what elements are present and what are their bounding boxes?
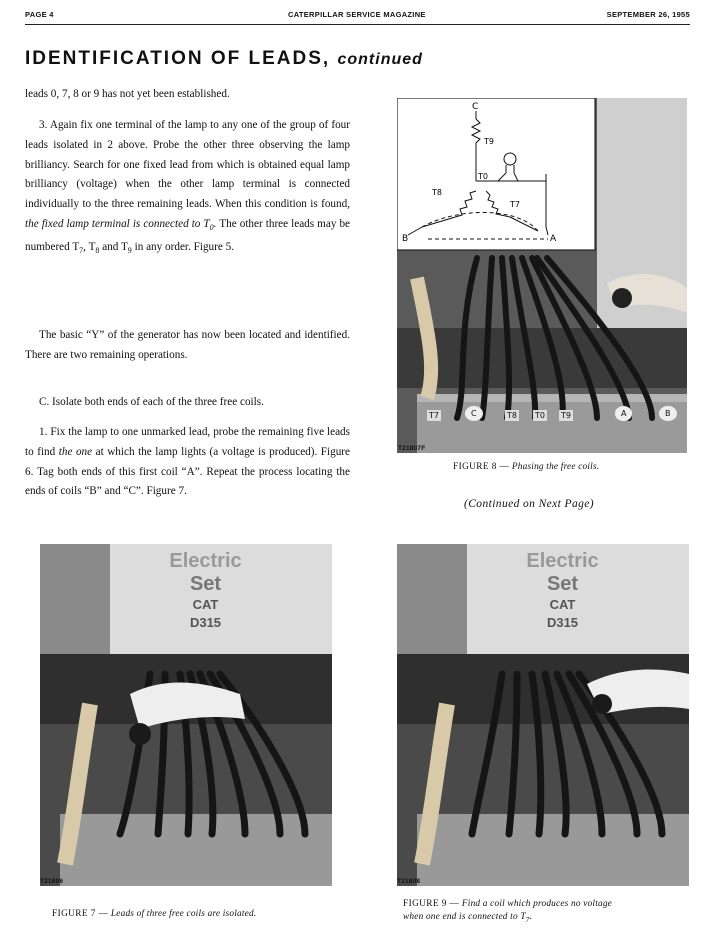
emphasis-t0: the fixed lamp terminal is connected to $T_0$. (25, 217, 217, 233)
figure-9-caption: FIGURE 9 — Find a coil which produces no voltage when one end is connected to $T_7$. (403, 899, 613, 924)
terminal-t0: T0 (535, 411, 545, 420)
body-paragraph-4: C. Isolate both ends of each of the three free coils. (39, 396, 264, 408)
diagram-label-t0: T0 (478, 172, 488, 181)
diagram-label-a: A (550, 234, 557, 244)
body-paragraph-2: 3. Again fix one terminal of the lamp to any one of the group of four leads isolated in 2 above. Probe the other three observing the lamp brilliancy. Search for one fixed lead from which is obtained equal lamp brilliancy (voltage) when the other lamp terminal is connected individually to the three remaining leads. When this condition is found, the fixed lamp terminal is connected to $T_0$. The other three leads may be numbered $T_7$, $T_8$ and $T_9$ in any order. Figure 5. (25, 119, 350, 256)
section-title-continued: continued (337, 51, 423, 68)
terminal-c: C (465, 406, 483, 421)
section-title-main: IDENTIFICATION OF LEADS, (25, 48, 331, 69)
figure-7-nameplate: Electric Set CAT D315 (169, 550, 242, 630)
terminal-t7: T7 (429, 411, 439, 420)
diagram-label-b: B (402, 234, 409, 244)
terminal-t8: T8 (507, 411, 517, 420)
magazine-title: CATERPILLAR SERVICE MAGAZINE (288, 10, 426, 19)
figure-7-tag: T21806 (40, 878, 64, 885)
figure-9-tag: T21808 (397, 878, 421, 885)
page-number: PAGE 4 (25, 10, 54, 19)
figure-9-nameplate: Electric Set CAT D315 (526, 550, 599, 630)
continued-note: (Continued on Next Page) (464, 498, 595, 510)
terminal-t9: T9 (561, 411, 571, 420)
header-rule (25, 24, 690, 25)
section-title (25, 48, 423, 70)
figure-8-caption: FIGURE 8 — Phasing the free coils. (453, 462, 600, 472)
paragraph-1: leads 0, 7, 8 or 9 has not yet been established. (25, 88, 230, 100)
figure-8-wiring-diagram (398, 99, 594, 249)
figure-8-terminals (425, 402, 687, 428)
diagram-label-c: C (472, 102, 479, 112)
diagram-label-t7: T7 (510, 200, 520, 209)
diagram-label-t8: T8 (432, 188, 442, 197)
body-paragraph-5: 1. Fix the lamp to one unmarked lead, probe the remaining five leads to find the one at which the lamp lights (a voltage is produced). Figure 6. Tag both ends of this first coil “A”. Repeat the process locating the ends of coils “B” and “C”. Figure 7. (25, 426, 350, 498)
issue-date: SEPTEMBER 26, 1955 (606, 10, 690, 19)
body-text-upper (25, 85, 350, 105)
page-header (25, 10, 690, 22)
figure-7-photo (40, 544, 332, 886)
terminal-b: B (659, 406, 677, 421)
figure-9-photo (397, 544, 689, 886)
figure-8-tag: T21807F (398, 445, 426, 452)
figure-7-caption: FIGURE 7 — Leads of three free coils are isolated. (52, 909, 257, 919)
body-paragraph-3: The basic “Y” of the generator has now been located and identified. There are two remaining operations. (25, 329, 350, 361)
diagram-label-t9: T9 (484, 137, 494, 146)
wiring-diagram-svg (398, 99, 594, 249)
terminal-a: A (615, 406, 632, 421)
